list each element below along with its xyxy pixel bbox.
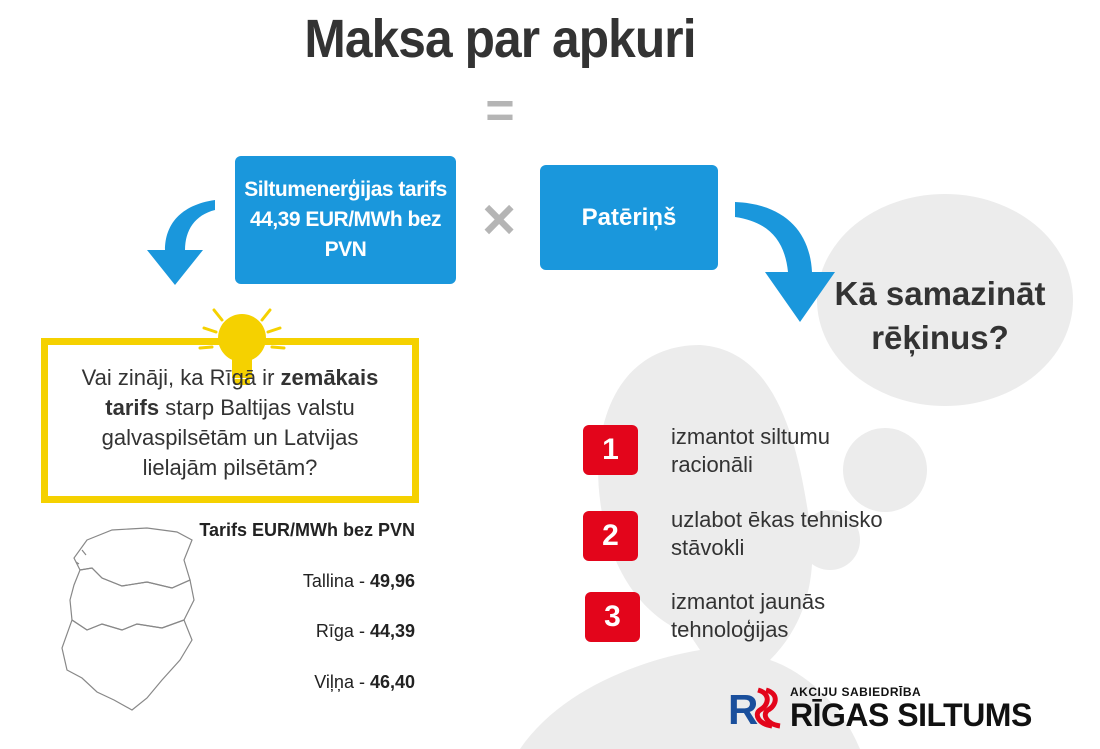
step-1-text	[671, 423, 971, 479]
step-line-1: uzlabot ēkas tehnisko	[671, 507, 883, 532]
tariff-table-heading: Tarifs EUR/MWh bez PVN	[199, 520, 415, 540]
tariff-line-1: Siltumenerģijas tarifs	[244, 178, 447, 201]
step-line-1: izmantot siltumu	[671, 424, 830, 449]
consumption-box	[540, 165, 718, 270]
fact-part-1: Vai zināji, ka Rīgā ir	[81, 365, 281, 390]
baltic-states-map	[52, 520, 212, 720]
did-you-know-text	[48, 363, 412, 483]
fact-part-2: starp Baltijas valstu	[159, 395, 355, 420]
step-line-1: izmantot jaunās	[671, 589, 826, 614]
city-name: Tallina -	[302, 571, 370, 591]
fact-line-4: lielajām pilsētām?	[142, 455, 318, 480]
step-line-2: tehnoloģijas	[671, 617, 789, 642]
city-name: Viļņa -	[314, 672, 370, 692]
step-3-badge: 3	[585, 592, 640, 642]
tariff-line-3: PVN	[324, 238, 367, 261]
svg-text:R: R	[728, 686, 759, 730]
city-name: Rīga -	[315, 621, 370, 641]
reduce-bills-question	[800, 272, 1080, 360]
consumption-label: Patēriņš	[581, 203, 677, 231]
logo-company-name: RĪGAS SILTUMS	[790, 697, 1032, 733]
question-line-2: rēķinus?	[871, 319, 1009, 356]
city-value: 44,39	[369, 621, 415, 641]
step-3-text	[671, 588, 971, 644]
fact-line-3: galvaspilsētām un Latvijas	[101, 425, 359, 450]
equals-sign: =	[485, 82, 515, 138]
page-title: Maksa par apkuri	[304, 9, 696, 69]
curved-arrow-down-left-icon	[135, 195, 220, 290]
city-value: 46,40	[369, 672, 415, 692]
city-row-riga	[190, 621, 415, 642]
step-1-badge: 1	[583, 425, 638, 475]
city-value: 49,96	[369, 571, 415, 591]
city-row-tallinn	[190, 571, 415, 592]
did-you-know-box	[41, 338, 419, 503]
tariff-box	[235, 156, 456, 284]
tariff-line-2: 44,39 EUR/MWh bez	[249, 208, 442, 231]
rigas-siltums-logo-mark	[728, 686, 786, 730]
logo-subtitle: AKCIJU SABIEDRĪBA	[790, 685, 922, 699]
fact-bold-2: tarifs	[105, 395, 160, 420]
step-line-2: racionāli	[671, 452, 753, 477]
city-row-vilnius	[190, 672, 415, 693]
step-2-badge: 2	[583, 511, 638, 561]
fact-bold-1: zemākais	[280, 365, 379, 390]
step-line-2: stāvokli	[671, 535, 745, 560]
question-line-1: Kā samazināt	[834, 275, 1046, 312]
step-2-text	[671, 506, 971, 562]
multiply-sign: ×	[482, 187, 516, 252]
